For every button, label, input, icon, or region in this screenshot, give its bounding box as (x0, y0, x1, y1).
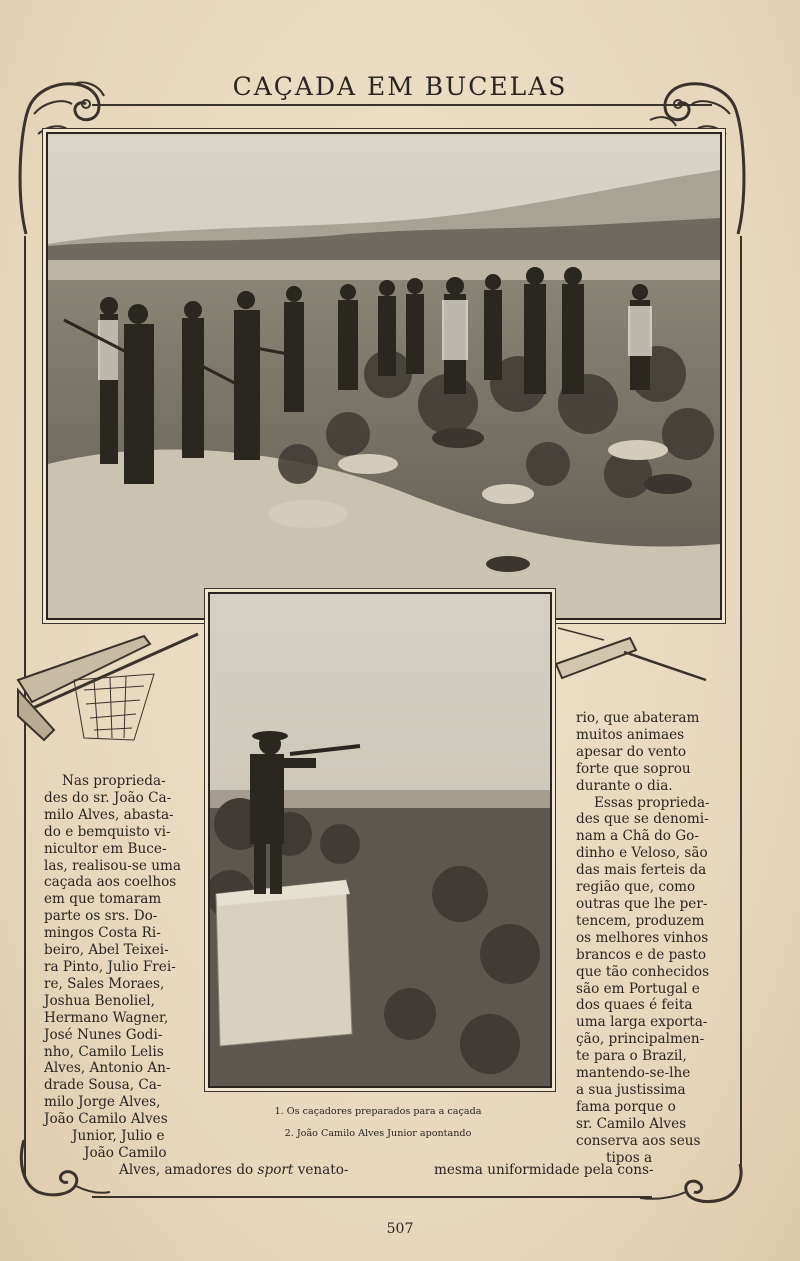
article-line: Nas proprieda- (62, 773, 166, 789)
article-line: durante o dia. (576, 777, 673, 794)
article-line: mingos Costa Ri- (44, 925, 161, 942)
article-line: des que se denomi- (576, 811, 709, 828)
article-line: des do sr. João Ca- (44, 789, 172, 806)
article-line: que tão conhecidos (576, 963, 710, 980)
article-line: do e bemquisto vi- (44, 823, 171, 840)
article-line: outras que lhe per- (576, 895, 708, 912)
article-bottom-left: Alves, amadores do sport venato- (119, 1162, 349, 1178)
crossed-guns-net-icon (14, 620, 204, 744)
hunter-aiming-photo-icon (210, 594, 550, 1086)
article-line: las, realisou-se uma (44, 857, 182, 874)
article-line: rio, que abateram (576, 710, 700, 726)
article-line: os melhores vinhos (576, 929, 709, 946)
article-line: tipos a (606, 1149, 653, 1166)
article-line: José Nunes Godi- (44, 1026, 163, 1043)
gun-barrel-icon (554, 624, 710, 688)
photo-caption-1: 1. Os caçadores preparados para a caçada (274, 1106, 482, 1117)
article-line: Junior, Julio e (72, 1128, 165, 1145)
article-line: beiro, Abel Teixei- (44, 942, 169, 959)
frame-bottom-line (92, 1196, 652, 1198)
article-line: te para o Brazil, (576, 1048, 687, 1065)
article-line: Alves, Antonio An- (44, 1060, 171, 1077)
article-line: brancos e de pasto (576, 946, 707, 963)
article-line: Hermano Wagner, (44, 1009, 169, 1026)
article-line: drade Sousa, Ca- (44, 1077, 162, 1094)
photo-hunters-group (46, 132, 722, 620)
article-line: das mais ferteis da (576, 862, 707, 879)
page-number: 507 (386, 1221, 414, 1237)
article-line: a sua justissima (576, 1081, 686, 1098)
article-line: sr. Camilo Alves (576, 1115, 687, 1132)
page-title: CAÇADA EM BUCELAS (232, 72, 568, 101)
article-line: são em Portugal e (576, 980, 700, 997)
photo-hunter-aiming (208, 592, 552, 1088)
article-line: re, Sales Moraes, (44, 975, 165, 992)
article-line: Essas proprieda- (594, 794, 710, 811)
article-line: milo Alves, abasta- (44, 806, 174, 823)
article-line: uma larga exporta- (576, 1014, 708, 1031)
article-line: João Camilo (84, 1144, 167, 1161)
article-line: caçada aos coelhos (44, 874, 177, 891)
article-line: apesar do vento (576, 743, 687, 760)
article-line: nho, Camilo Lelis (44, 1043, 164, 1060)
frame-top-line (92, 104, 712, 106)
article-line: nam a Chã do Go- (576, 828, 699, 845)
article-line: ra Pinto, Julio Frei- (44, 958, 176, 975)
article-bottom-right: mesma uniformidade pela cons- (434, 1162, 654, 1178)
frame-right-line (740, 236, 742, 1176)
article-line: nicultor em Buce- (44, 840, 167, 857)
hunters-group-photo-icon (48, 134, 720, 618)
article-line: tencem, produzem (576, 912, 705, 929)
article-line: região que, como (576, 879, 696, 896)
photo-caption-2: 2. João Camilo Alves Junior apontando (284, 1128, 472, 1139)
sport-emphasis: sport (257, 1162, 294, 1178)
article-line: ção, principalmen- (576, 1031, 705, 1048)
article-line: mantendo-se-lhe (576, 1065, 691, 1082)
article-line: Joshua Benoliel, (44, 992, 155, 1009)
article-line: dinho e Veloso, são (576, 845, 708, 862)
article-line: muitos animaes (576, 726, 685, 743)
article-line: dos quaes é feita (576, 997, 693, 1014)
article-line: em que tomaram (44, 891, 162, 908)
article-line: fama porque o (576, 1098, 676, 1115)
article-line: forte que soprou (576, 760, 691, 777)
article-line: conserva aos seus (576, 1132, 701, 1149)
article-line: parte os srs. Do- (44, 908, 158, 925)
article-right-column (576, 710, 716, 1166)
article-line: João Camilo Alves (44, 1111, 168, 1128)
article-line: milo Jorge Alves, (44, 1094, 161, 1111)
article-left-column (44, 773, 182, 1162)
